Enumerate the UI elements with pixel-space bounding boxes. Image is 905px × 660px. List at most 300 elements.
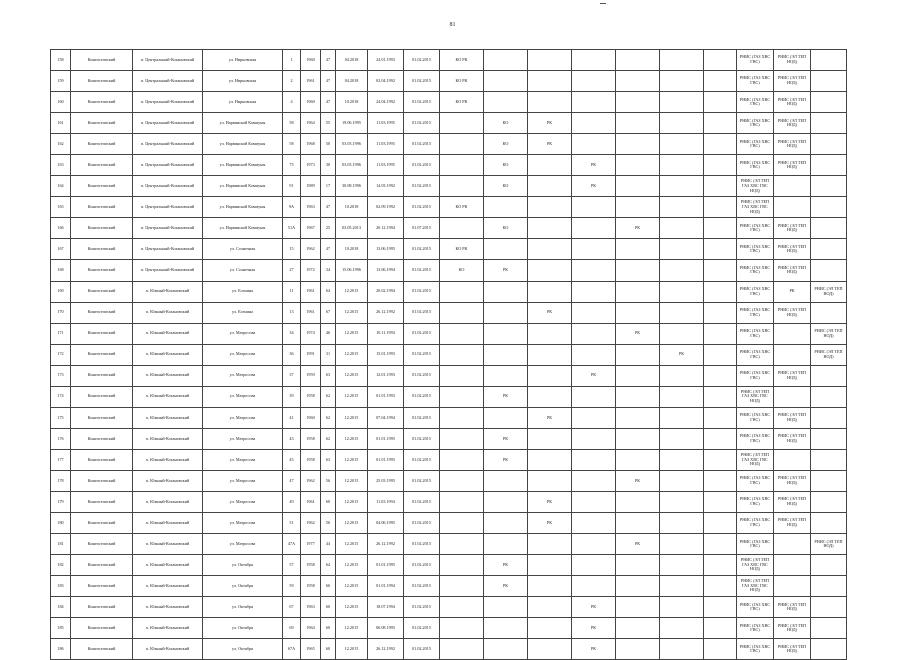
wear-percent: 64	[321, 555, 336, 576]
municipality: Кингисеппский	[71, 71, 133, 92]
work-type-cell	[528, 50, 572, 71]
house-number: 9А	[283, 197, 301, 218]
utility-systems: РНИС (ЭЛ ТЕП НОД)	[811, 323, 847, 344]
inclusion-date: 01.02.2015	[404, 428, 440, 449]
inclusion-date: 01.02.2015	[404, 92, 440, 113]
work-type-cell	[616, 113, 660, 134]
inclusion-date: 01.02.2015	[404, 155, 440, 176]
work-type-cell	[440, 513, 484, 534]
privatization-date: 12.01.1993	[368, 365, 404, 386]
inclusion-date: 01.02.2015	[404, 365, 440, 386]
street: ул. Матросова	[203, 534, 283, 555]
work-type-cell	[616, 239, 660, 260]
privatization-date: 01.01.1995	[368, 449, 404, 470]
work-type-cell: КО	[484, 176, 528, 197]
work-type-cell: КО	[440, 260, 484, 281]
work-type-cell	[704, 176, 737, 197]
work-type-cell	[704, 386, 737, 407]
work-type-cell	[528, 470, 572, 491]
repair-date: 12.2015	[336, 407, 368, 428]
work-type-cell	[616, 197, 660, 218]
street: ул. Матросова	[203, 344, 283, 365]
build-year: 1958	[301, 555, 321, 576]
work-type-cell	[528, 92, 572, 113]
house-number: 45	[283, 449, 301, 470]
street: ул. Октября	[203, 639, 283, 660]
house-number: 67А	[283, 639, 301, 660]
table-row	[51, 555, 847, 576]
settlement: п. Южный-Кохановский	[133, 534, 203, 555]
work-type-cell	[704, 302, 737, 323]
municipality: Кингисеппский	[71, 365, 133, 386]
work-type-cell	[616, 365, 660, 386]
utility-systems	[811, 302, 847, 323]
work-type-cell	[528, 534, 572, 555]
work-type-cell	[616, 50, 660, 71]
work-type-cell	[704, 155, 737, 176]
utility-systems	[811, 597, 847, 618]
row-number: 165	[51, 197, 71, 218]
utility-systems: РНИС (ЭЛ ТЕП НОД)	[774, 71, 811, 92]
row-number: 181	[51, 534, 71, 555]
work-type-cell	[616, 639, 660, 660]
work-type-cell	[704, 344, 737, 365]
settlement: п. Южный-Кохановский	[133, 386, 203, 407]
work-type-cell	[572, 386, 616, 407]
settlement: п. Центральный-Кохановский	[133, 50, 203, 71]
wear-percent: 60	[321, 618, 336, 639]
settlement: п. Южный-Кохановский	[133, 281, 203, 302]
municipality: Кингисеппский	[71, 428, 133, 449]
utility-systems	[774, 555, 811, 576]
work-type-cell	[704, 260, 737, 281]
settlement: п. Южный-Кохановский	[133, 491, 203, 512]
municipality: Кингисеппский	[71, 597, 133, 618]
wear-percent: 47	[321, 71, 336, 92]
utility-systems: РНИС (ГАЗ ХВС ГВС)	[737, 134, 774, 155]
street: ул. Матросова	[203, 407, 283, 428]
work-type-cell	[660, 470, 704, 491]
work-type-cell	[528, 365, 572, 386]
work-type-cell: РК	[528, 113, 572, 134]
utility-systems: РНИС (ГАЗ ХВС ГВС)	[737, 71, 774, 92]
privatization-date: 10.11.1994	[368, 323, 404, 344]
house-number: 49	[283, 491, 301, 512]
house-number: 75	[283, 155, 301, 176]
work-type-cell	[660, 71, 704, 92]
work-type-cell	[440, 176, 484, 197]
work-type-cell	[660, 534, 704, 555]
utility-systems	[774, 344, 811, 365]
utility-systems	[811, 449, 847, 470]
municipality: Кингисеппский	[71, 239, 133, 260]
utility-systems	[811, 513, 847, 534]
house-number: 51	[283, 513, 301, 534]
repair-date: 12.2015	[336, 365, 368, 386]
utility-systems	[811, 491, 847, 512]
settlement: п. Центральный-Кохановский	[133, 197, 203, 218]
street: ул. Нирновская	[203, 92, 283, 113]
street: ул. Нарвинской Коммуны	[203, 155, 283, 176]
table-row	[51, 576, 847, 597]
utility-systems: РНИС (ЭЛ ТЕП ГАЗ ХВС ГВС НОД)	[737, 197, 774, 218]
work-type-cell	[484, 470, 528, 491]
utility-systems: РНИС (ЭЛ ТЕП НОД)	[774, 218, 811, 239]
work-type-cell: РК	[484, 428, 528, 449]
utility-systems: РНИС (ЭЛ ТЕП НОД)	[774, 260, 811, 281]
street: ул. Матросова	[203, 491, 283, 512]
build-year: 1968	[301, 134, 321, 155]
street: ул. Октября	[203, 555, 283, 576]
utility-systems: РНИС (ЭЛ ТЕП ГАЗ ХВС ГВС НОД)	[737, 386, 774, 407]
work-type-cell	[440, 344, 484, 365]
work-type-cell	[660, 449, 704, 470]
utility-systems: РНИС (ЭЛ ТЕП НОД)	[774, 639, 811, 660]
row-number: 166	[51, 218, 71, 239]
work-type-cell	[528, 449, 572, 470]
build-year: 1964	[301, 113, 321, 134]
table-row	[51, 71, 847, 92]
privatization-date: 11.03.1995	[368, 155, 404, 176]
settlement: п. Южный-Кохановский	[133, 513, 203, 534]
utility-systems: РНИС (ЭЛ ТЕП НОД)	[774, 155, 811, 176]
work-type-cell	[660, 155, 704, 176]
wear-percent: 47	[321, 197, 336, 218]
table-row	[51, 344, 847, 365]
municipality: Кингисеппский	[71, 134, 133, 155]
work-type-cell	[484, 534, 528, 555]
settlement: п. Южный-Кохановский	[133, 344, 203, 365]
privatization-date: 15.01.1993	[368, 344, 404, 365]
street: ул. Нарвинской Коммуны	[203, 113, 283, 134]
work-type-cell	[572, 555, 616, 576]
utility-systems: РНИС (ГАЗ ХВС ГВС)	[737, 470, 774, 491]
inclusion-date: 01.02.2015	[404, 639, 440, 660]
work-type-cell	[484, 407, 528, 428]
row-number: 164	[51, 176, 71, 197]
work-type-cell	[616, 407, 660, 428]
work-type-cell	[528, 281, 572, 302]
house-number: 51А	[283, 218, 301, 239]
utility-systems	[811, 555, 847, 576]
wear-percent: 60	[321, 597, 336, 618]
wear-percent: 56	[321, 513, 336, 534]
repair-date: 12.2015	[336, 534, 368, 555]
work-type-cell	[572, 197, 616, 218]
work-type-cell	[660, 491, 704, 512]
wear-percent: 67	[321, 302, 336, 323]
work-type-cell	[704, 71, 737, 92]
settlement: п. Южный-Кохановский	[133, 365, 203, 386]
utility-systems	[811, 260, 847, 281]
work-type-cell	[528, 218, 572, 239]
work-type-cell	[704, 470, 737, 491]
house-number: 13	[283, 302, 301, 323]
work-type-cell	[704, 513, 737, 534]
utility-systems	[811, 639, 847, 660]
build-year: 1958	[301, 386, 321, 407]
wear-percent: 63	[321, 365, 336, 386]
work-type-cell	[572, 50, 616, 71]
work-type-cell	[484, 71, 528, 92]
house-number: 4	[283, 92, 301, 113]
build-year: 1962	[301, 239, 321, 260]
repair-date: 03.05.2013	[336, 218, 368, 239]
work-type-cell	[528, 344, 572, 365]
utility-systems: РНИС (ГАЗ ХВС ГВС)	[737, 92, 774, 113]
work-type-cell	[704, 281, 737, 302]
build-year: 1964	[301, 618, 321, 639]
work-type-cell	[484, 323, 528, 344]
work-type-cell	[572, 491, 616, 512]
work-type-cell	[572, 92, 616, 113]
work-type-cell	[704, 92, 737, 113]
inclusion-date: 01.02.2015	[404, 576, 440, 597]
row-number: 174	[51, 386, 71, 407]
municipality: Кингисеппский	[71, 449, 133, 470]
work-type-cell: РК	[528, 134, 572, 155]
work-type-cell	[616, 386, 660, 407]
settlement: п. Центральный-Кохановский	[133, 176, 203, 197]
utility-systems: РНИС (ЭЛ ТЕП НОД)	[774, 50, 811, 71]
repair-date: 10.2018	[336, 197, 368, 218]
work-type-cell	[704, 555, 737, 576]
utility-systems: РНИС (ГАЗ ХВС ГВС)	[737, 218, 774, 239]
privatization-date: 01.01.1994	[368, 576, 404, 597]
utility-systems	[811, 218, 847, 239]
utility-systems: РНИС (ЭЛ ТЕП НОД)	[774, 407, 811, 428]
work-type-cell	[440, 576, 484, 597]
work-type-cell	[572, 344, 616, 365]
utility-systems	[774, 576, 811, 597]
work-type-cell	[572, 113, 616, 134]
work-type-cell	[704, 50, 737, 71]
build-year: 1973	[301, 155, 321, 176]
work-type-cell	[660, 113, 704, 134]
table-row	[51, 92, 847, 113]
build-year: 1977	[301, 534, 321, 555]
row-number: 158	[51, 50, 71, 71]
work-type-cell	[616, 428, 660, 449]
wear-percent: 50	[321, 134, 336, 155]
settlement: п. Центральный-Кохановский	[133, 155, 203, 176]
privatization-date: 07.04.1994	[368, 407, 404, 428]
inclusion-date: 01.02.2015	[404, 555, 440, 576]
privatization-date: 02.09.1992	[368, 197, 404, 218]
street: ул. Матросова	[203, 449, 283, 470]
work-type-cell: РК	[484, 449, 528, 470]
utility-systems	[774, 534, 811, 555]
settlement: п. Южный-Кохановский	[133, 428, 203, 449]
work-type-cell	[660, 134, 704, 155]
work-type-cell	[484, 92, 528, 113]
repair-date: 12.2015	[336, 344, 368, 365]
house-number: 15	[283, 239, 301, 260]
work-type-cell	[440, 597, 484, 618]
settlement: п. Центральный-Кохановский	[133, 239, 203, 260]
house-number: 47А	[283, 534, 301, 555]
work-type-cell	[572, 302, 616, 323]
repair-date: 12.2015	[336, 386, 368, 407]
work-type-cell	[616, 302, 660, 323]
work-type-cell	[704, 449, 737, 470]
work-type-cell	[572, 534, 616, 555]
repair-date: 04.2018	[336, 50, 368, 71]
work-type-cell	[528, 555, 572, 576]
register-table	[50, 49, 847, 660]
table-row	[51, 323, 847, 344]
work-type-cell	[528, 71, 572, 92]
privatization-date: 14.03.1992	[368, 176, 404, 197]
street: ул. Октября	[203, 576, 283, 597]
privatization-date: 04.06.1995	[368, 513, 404, 534]
house-number: 69	[283, 618, 301, 639]
municipality: Кингисеппский	[71, 639, 133, 660]
work-type-cell: РК	[528, 302, 572, 323]
wear-percent: 60	[321, 491, 336, 512]
street: ул. Нарвинской Коммуны	[203, 218, 283, 239]
inclusion-date: 01.02.2015	[404, 302, 440, 323]
work-type-cell	[616, 491, 660, 512]
utility-systems: РНИС (ЭЛ ТЕП НОД)	[811, 281, 847, 302]
build-year: 1967	[301, 218, 321, 239]
work-type-cell	[660, 92, 704, 113]
house-number: 2	[283, 71, 301, 92]
settlement: п. Южный-Кохановский	[133, 597, 203, 618]
utility-systems: РНИС (ЭЛ ТЕП НОД)	[774, 618, 811, 639]
street: ул. Есенина	[203, 281, 283, 302]
privatization-date: 24.04.1992	[368, 92, 404, 113]
repair-date: 12.2015	[336, 618, 368, 639]
table-row	[51, 597, 847, 618]
house-number: 59	[283, 576, 301, 597]
work-type-cell	[572, 323, 616, 344]
work-type-cell	[660, 302, 704, 323]
work-type-cell: РК	[484, 555, 528, 576]
wear-percent: 30	[321, 155, 336, 176]
work-type-cell: РК	[616, 534, 660, 555]
wear-percent: 55	[321, 113, 336, 134]
table-row	[51, 491, 847, 512]
work-type-cell	[440, 618, 484, 639]
row-number: 163	[51, 155, 71, 176]
privatization-date: 24.01.1993	[368, 50, 404, 71]
privatization-date: 02.04.1992	[368, 71, 404, 92]
work-type-cell: РК	[572, 155, 616, 176]
house-number: 1	[283, 50, 301, 71]
table-row	[51, 449, 847, 470]
row-number: 160	[51, 92, 71, 113]
privatization-date: 20.12.1994	[368, 218, 404, 239]
work-type-cell: РК	[616, 218, 660, 239]
row-number: 169	[51, 281, 71, 302]
work-type-cell	[704, 323, 737, 344]
work-type-cell	[528, 155, 572, 176]
inclusion-date: 01.02.2015	[404, 113, 440, 134]
work-type-cell	[440, 491, 484, 512]
municipality: Кингисеппский	[71, 302, 133, 323]
build-year: 1960	[301, 92, 321, 113]
utility-systems	[811, 576, 847, 597]
work-type-cell: КО	[484, 134, 528, 155]
build-year: 1960	[301, 50, 321, 71]
work-type-cell	[616, 344, 660, 365]
inclusion-date: 01.02.2015	[404, 470, 440, 491]
work-type-cell: КО РК	[440, 197, 484, 218]
utility-systems	[811, 197, 847, 218]
table-row	[51, 407, 847, 428]
work-type-cell	[440, 218, 484, 239]
work-type-cell	[528, 386, 572, 407]
row-number: 161	[51, 113, 71, 134]
build-year: 1989	[301, 176, 321, 197]
build-year: 1962	[301, 513, 321, 534]
privatization-date: 13.06.1995	[368, 239, 404, 260]
utility-systems	[811, 239, 847, 260]
work-type-cell	[704, 365, 737, 386]
street: ул. Нарвинской Коммуны	[203, 176, 283, 197]
work-type-cell: КО РК	[440, 71, 484, 92]
utility-systems: РНИС (ГАЗ ХВС ГВС)	[737, 428, 774, 449]
work-type-cell: РК	[528, 513, 572, 534]
work-type-cell	[572, 513, 616, 534]
build-year: 1974	[301, 323, 321, 344]
privatization-date: 01.01.1995	[368, 428, 404, 449]
inclusion-date: 01.02.2015	[404, 71, 440, 92]
build-year: 1958	[301, 449, 321, 470]
work-type-cell	[616, 513, 660, 534]
work-type-cell	[616, 71, 660, 92]
utility-systems: РНИС (ГАЗ ХВС ГВС)	[737, 344, 774, 365]
work-type-cell	[572, 260, 616, 281]
street: ул. Матросова	[203, 323, 283, 344]
work-type-cell	[704, 597, 737, 618]
municipality: Кингисеппский	[71, 555, 133, 576]
street: ул. Матросова	[203, 513, 283, 534]
utility-systems: РНИС (ГАЗ ХВС ГВС)	[737, 155, 774, 176]
work-type-cell	[660, 597, 704, 618]
privatization-date: 06.08.1995	[368, 618, 404, 639]
work-type-cell	[660, 260, 704, 281]
work-type-cell: РК	[528, 491, 572, 512]
utility-systems	[811, 50, 847, 71]
utility-systems: РНИС (ЭЛ ТЕП НОД)	[774, 302, 811, 323]
utility-systems	[811, 365, 847, 386]
work-type-cell	[660, 428, 704, 449]
repair-date: 03.03.1996	[336, 134, 368, 155]
repair-date: 12.2015	[336, 323, 368, 344]
inclusion-date: 01.02.2015	[404, 534, 440, 555]
table-row	[51, 239, 847, 260]
row-number: 178	[51, 470, 71, 491]
work-type-cell	[572, 281, 616, 302]
work-type-cell	[616, 134, 660, 155]
work-type-cell	[528, 597, 572, 618]
work-type-cell	[704, 113, 737, 134]
municipality: Кингисеппский	[71, 176, 133, 197]
house-number: 37	[283, 365, 301, 386]
municipality: Кингисеппский	[71, 618, 133, 639]
row-number: 184	[51, 597, 71, 618]
work-type-cell	[616, 618, 660, 639]
house-number: 58	[283, 113, 301, 134]
row-number: 172	[51, 344, 71, 365]
street: ул. Нирновская	[203, 50, 283, 71]
inclusion-date: 01.02.2015	[404, 386, 440, 407]
work-type-cell	[484, 618, 528, 639]
work-type-cell: РК	[660, 344, 704, 365]
work-type-cell	[484, 344, 528, 365]
